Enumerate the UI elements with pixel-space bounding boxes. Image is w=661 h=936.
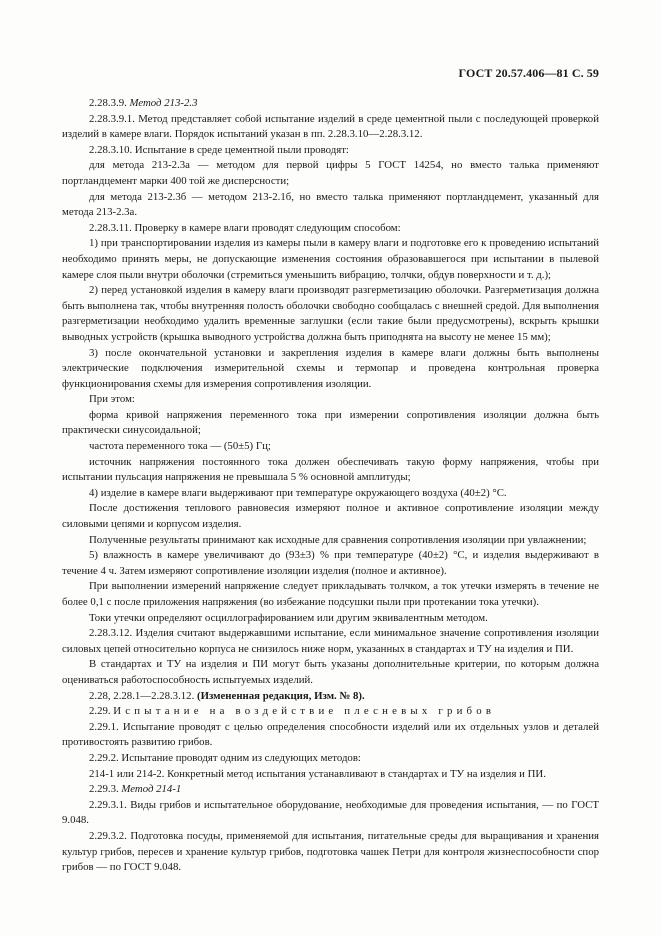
- amendment-note: [62, 689, 599, 705]
- section-number: 2.29.: [89, 705, 111, 718]
- paragraph: После достижения теплового равновесия измеряют полное и активное сопротивление изоляции между силовыми цепями и корпусом изделия.: [62, 502, 599, 531]
- paragraph: 2.28.3.10. Испытание в среде цементной пыли проводят:: [89, 143, 349, 156]
- amendment-range: 2.28, 2.28.1—2.28.3.12.: [89, 689, 195, 702]
- paragraph: Полученные результаты принимают как исходные для сравнения сопротивления изоляции при увлажнении;: [89, 533, 587, 546]
- page-header: ГОСТ 20.57.406—81 С. 59: [458, 66, 599, 80]
- paragraph: 1) при транспортировании изделия из камеры пыли в камеру влаги и подготовке его к проведению испытаний необходимо принять меры, не допускающие изменения состояния образовавшегося при испытании в пылевой камере слоя пыли внутри оболочки (стремиться уменьшить вибрацию, толчки, обдув поверхности и т. д.);: [62, 237, 599, 281]
- section-title-spaced: Испытание на воздействие плесневых грибов: [113, 705, 496, 718]
- section-heading: [62, 782, 599, 798]
- paragraph: При выполнении измерений напряжение следует прикладывать толчком, а ток утечки измерять в течение не более 0,1 с после приложения напряжения (во избежание подсушки пыли при протекании тока утечки).: [62, 580, 599, 608]
- method-title: Метод 213-2.3: [129, 97, 198, 109]
- paragraph: для метода 213-2.3б — методом 213-2.1б, но вместо талька применяют портландцемент, указанный для метода 213-2.3а.: [62, 190, 599, 219]
- paragraph: 2) перед установкой изделия в камеру влаги производят разгерметизацию оболочки. Разгерметизация должна быть выполнена так, чтобы внутренняя полость оболочки свободно сообщалась с внешней средой. Для выполнения разгерметизации необходимо удалить временные заглушки (если такие были предусмотрены), вскрыть крышки выводных устройств (крышка выводного устройства должна быть приподнята на высоту не менее 15 мм);: [62, 284, 599, 343]
- document-body: [62, 96, 599, 876]
- paragraph: форма кривой напряжения переменного тока при измерении сопротивления изоляции должна быть практически синусоидальной;: [62, 408, 599, 437]
- paragraph: 2.28.3.12. Изделия считают выдержавшими испытание, если минимальное значение сопротивления изоляции силовых цепей относительно корпуса не снизилось ниже норм, указанных в стандартах и ТУ на изделия и ПИ.: [62, 627, 599, 655]
- section-heading: [62, 704, 599, 720]
- section-number: 2.28.3.9.: [89, 97, 127, 109]
- paragraph: 2.28.3.11. Проверку в камере влаги проводят следующим способом:: [89, 221, 401, 234]
- paragraph: 5) влажность в камере увеличивают до (93±3) % при температуре (40±2) °С, и изделия выдерживают в течение 4 ч. Затем измеряют сопротивление изоляции изделия (полное и активное).: [62, 549, 599, 577]
- amendment-label: (Измененная редакция, Изм. № 8).: [196, 689, 365, 702]
- paragraph: При этом:: [89, 393, 135, 406]
- paragraph: 214-1 или 214-2. Конкретный метод испытания устанавливают в стандартах и ТУ на изделия и ПИ.: [89, 767, 546, 780]
- paragraph: для метода 213-2.3а — методом для первой цифры 5 ГОСТ 14254, но вместо талька применяют портландцемент марки 400 той же дисперсности;: [62, 159, 599, 187]
- paragraph: 4) изделие в камере влаги выдерживают при температуре окружающего воздуха (40±2) °С.: [89, 486, 507, 499]
- paragraph: 2.28.3.9.1. Метод представляет собой испытание изделий в среде цементной пыли с последующей проверкой изделий в камере влаги. Порядок испытаний указан в пп. 2.28.3.10—2.28.3.12.: [62, 112, 599, 141]
- paragraph: 3) после окончательной установки и закрепления изделия в камере влаги должны быть выполнены электрические подключения измерительной схемы и термопар и проведена контрольная проверка функционирования схемы для измерения сопротивления изоляции.: [62, 346, 599, 390]
- paragraph: источник напряжения постоянного тока должен обеспечивать такую форму напряжения, чтобы при испытании пульсация напряжения не превышала 5 % основной амплитуды;: [62, 455, 599, 484]
- section-heading: [62, 96, 599, 112]
- paragraph: 2.29.3.2. Подготовка посуды, применяемой для испытания, питательные среды для выращивания и хранения культур грибов, пересев и хранение культур грибов, подготовка чашек Петри для контроля жизнеспособности спор грибов — по ГОСТ 9.048.: [62, 829, 599, 874]
- paragraph: 2.29.1. Испытание проводят с целью определения способности изделий или их отдельных узлов и деталей противостоять развитию грибов.: [62, 720, 599, 749]
- paragraph: частота переменного тока — (50±5) Гц;: [89, 440, 271, 453]
- paragraph: В стандартах и ТУ на изделия и ПИ могут быть указаны дополнительные критерии, по которым должна оцениваться работоспособность испытуемых изделий.: [62, 658, 599, 686]
- paragraph: 2.29.3.1. Виды грибов и испытательное оборудование, необходимые для проведения испытания, — по ГОСТ 9.048.: [62, 798, 599, 827]
- paragraph: Токи утечки определяют осциллографированием или другим эквивалентным методом.: [89, 611, 488, 624]
- method-title: Метод 214-1: [121, 783, 182, 796]
- paragraph: 2.29.2. Испытание проводят одним из следующих методов:: [89, 751, 361, 764]
- section-number: 2.29.3.: [89, 783, 119, 796]
